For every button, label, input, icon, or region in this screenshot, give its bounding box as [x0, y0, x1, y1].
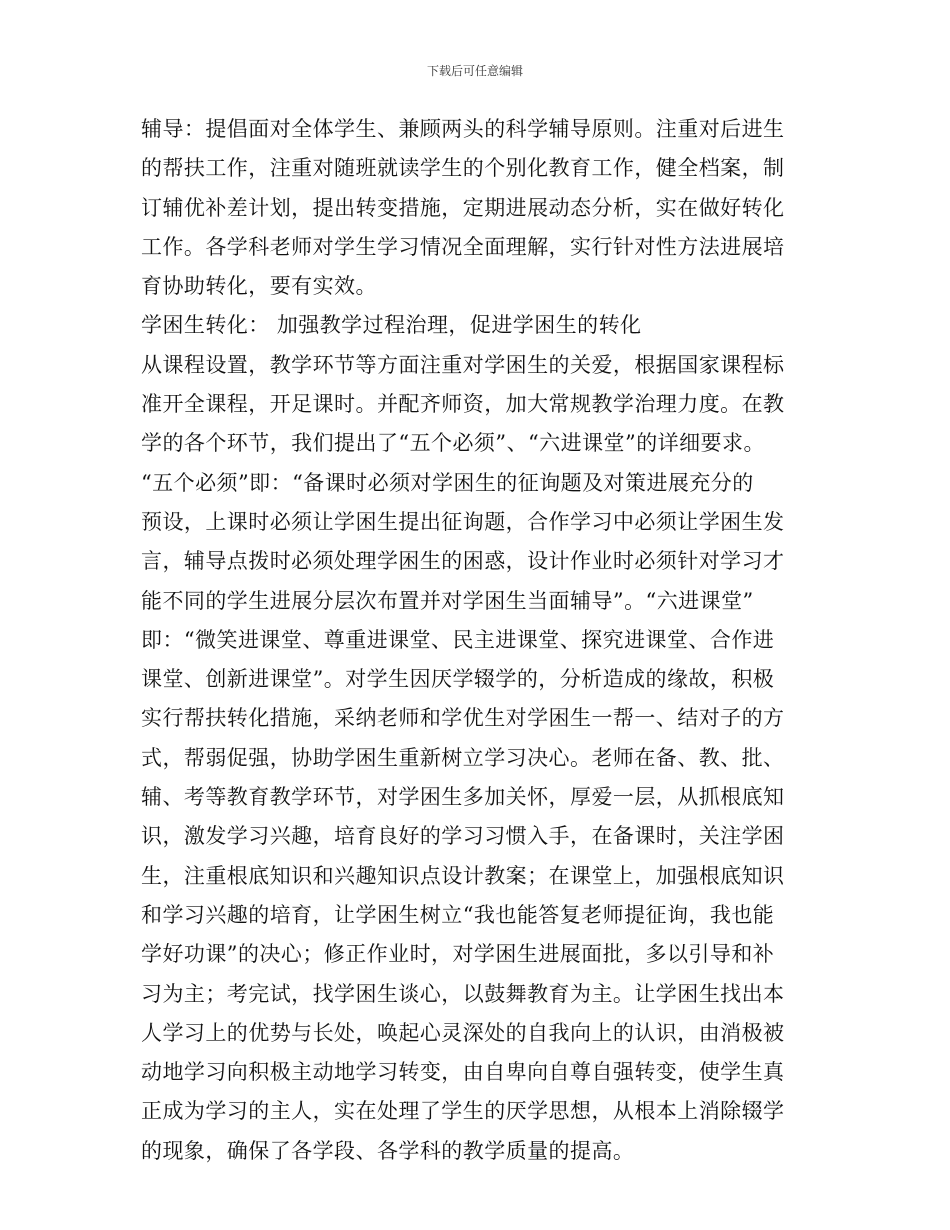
body-line-24: 人学习上的优势与长处，唤起心灵深处的自我向上的认识，由消极被 [141, 1020, 785, 1045]
body-line-12: 言，辅导点拨时必须处理学困生的困惑，设计作业时必须针对学习才 [141, 549, 785, 574]
body-line-22: 学好功课”的决心；修正作业时，对学困生进展面批，多以引导和补 [141, 942, 775, 967]
body-line-17: 式，帮弱促强，协助学困生重新树立学习决心。老师在备、教、批、 [141, 745, 785, 770]
body-line-26: 正成为学习的主人，实在处理了学生的厌学思想，从根本上消除辍学 [141, 1099, 785, 1124]
body-line-10: “五个必须”即：“备课时必须对学困生的征询题及对策进展充分的 [141, 470, 754, 495]
body-line-7: 从课程设置，教学环节等方面注重对学困生的关爱，根据国家课程标 [141, 352, 785, 377]
body-line-21: 和学习兴趣的培育，让学困生树立“我也能答复老师提征询，我也能 [141, 902, 775, 927]
body-line-1: 辅导：提倡面对全体学生、兼顾两头的科学辅导原则。注重对后进生 [141, 117, 785, 141]
body-line-27: 的现象，确保了各学段、各学科的教学质量的提高。 [141, 1138, 635, 1163]
body-line-11: 预设，上课时必须让学困生提出征询题，合作学习中必须让学困生发 [141, 509, 785, 534]
body-line-8: 准开全课程，开足课时。并配齐师资，加大常规教学治理力度。在教 [141, 392, 785, 417]
body-line-13: 能不同的学生进展分层次布置并对学困生当面辅导”。“六进课堂” [141, 588, 754, 613]
body-line-16: 实行帮扶转化措施，采纳老师和学优生对学困生一帮一、结对子的方 [141, 706, 785, 731]
page-header: 下载后可任意编辑 [426, 64, 523, 78]
body-line-25: 动地学习向积极主动地学习转变，由自卑向自尊自强转变，使学生真 [141, 1060, 785, 1085]
section-heading-line: 学困生转化： 加强教学过程治理，促进学困生的转化 [141, 313, 642, 338]
body-line-14: 即：“微笑进课堂、尊重进课堂、民主进课堂、探究进课堂、合作进 [141, 627, 775, 652]
body-line-9: 学的各个环节，我们提出了“五个必须”、“六进课堂”的详细要求。 [141, 431, 765, 456]
body-line-4: 工作。各学科老师对学生学习情况全面理解，实行针对性方法进展培 [141, 234, 785, 259]
body-line-20: 生，注重根底知识和兴趣知识点设计教案；在课堂上，加强根底知识 [141, 863, 785, 888]
body-line-18: 辅、考等教育教学环节，对学困生多加关怀，厚爱一层，从抓根底知 [141, 785, 785, 810]
document-body [141, 110, 821, 1171]
body-line-15: 课堂、创新进课堂”。对学生因厌学辍学的，分析造成的缘故，积极 [141, 667, 775, 692]
body-line-19: 识，激发学习兴趣，培育良好的学习习惯入手，在备课时，关注学困 [141, 824, 785, 849]
body-line-5: 育协助转化，要有实效。 [141, 274, 377, 299]
body-line-2: 的帮扶工作，注重对随班就读学生的个别化教育工作，健全档案，制 [141, 156, 785, 181]
body-line-23: 习为主；考完试，找学困生谈心，以鼓舞教育为主。让学困生找出本 [141, 981, 785, 1006]
body-line-3: 订辅优补差计划，提出转变措施，定期进展动态分析，实在做好转化 [141, 195, 785, 220]
